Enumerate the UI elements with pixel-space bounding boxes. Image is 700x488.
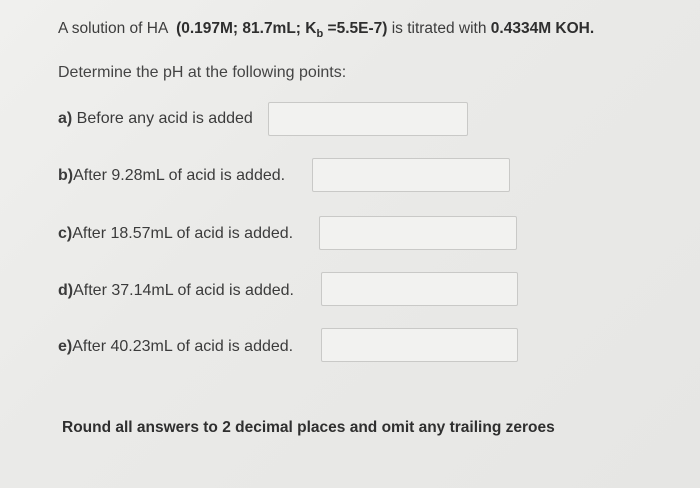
titrant: 0.4334M KOH. — [490, 20, 595, 37]
problem-statement — [58, 20, 594, 40]
kb-subscript: b — [316, 28, 324, 41]
instruction-text: Determine the pH at the following points: — [58, 64, 347, 81]
problem-params: (0.197M; 81.7mL; K — [176, 20, 317, 37]
question-d-label — [58, 282, 294, 300]
question-d-text: After 37.14mL of acid is added. — [73, 282, 294, 299]
question-b-label — [58, 167, 285, 185]
rounding-instruction: Round all answers to 2 decimal places and omit any trailing zeroes — [62, 419, 555, 436]
answer-input-d[interactable] — [321, 272, 518, 306]
question-c-tag: c) — [58, 225, 73, 242]
question-e-text: After 40.23mL of acid is added. — [72, 338, 294, 355]
answer-input-b[interactable] — [312, 158, 510, 192]
question-d-tag: d) — [58, 282, 74, 299]
question-e-tag: e) — [58, 338, 73, 355]
question-c-text: After 18.57mL of acid is added. — [72, 225, 294, 242]
problem-mid: is titrated with — [387, 20, 491, 37]
answer-input-a[interactable] — [268, 102, 468, 136]
problem-intro: A solution of HA — [58, 20, 168, 37]
question-c-label — [58, 225, 293, 243]
question-a-label — [58, 110, 253, 128]
question-e-label — [58, 338, 293, 356]
question-b-tag: b) — [58, 167, 74, 184]
question-a-tag: a) — [58, 110, 73, 127]
answer-input-e[interactable] — [321, 328, 518, 362]
problem-params-tail: =5.5E-7) — [323, 20, 388, 37]
answer-input-c[interactable] — [319, 216, 517, 250]
question-a-text: Before any acid is added — [72, 110, 253, 127]
question-b-text: After 9.28mL of acid is added. — [73, 167, 286, 184]
